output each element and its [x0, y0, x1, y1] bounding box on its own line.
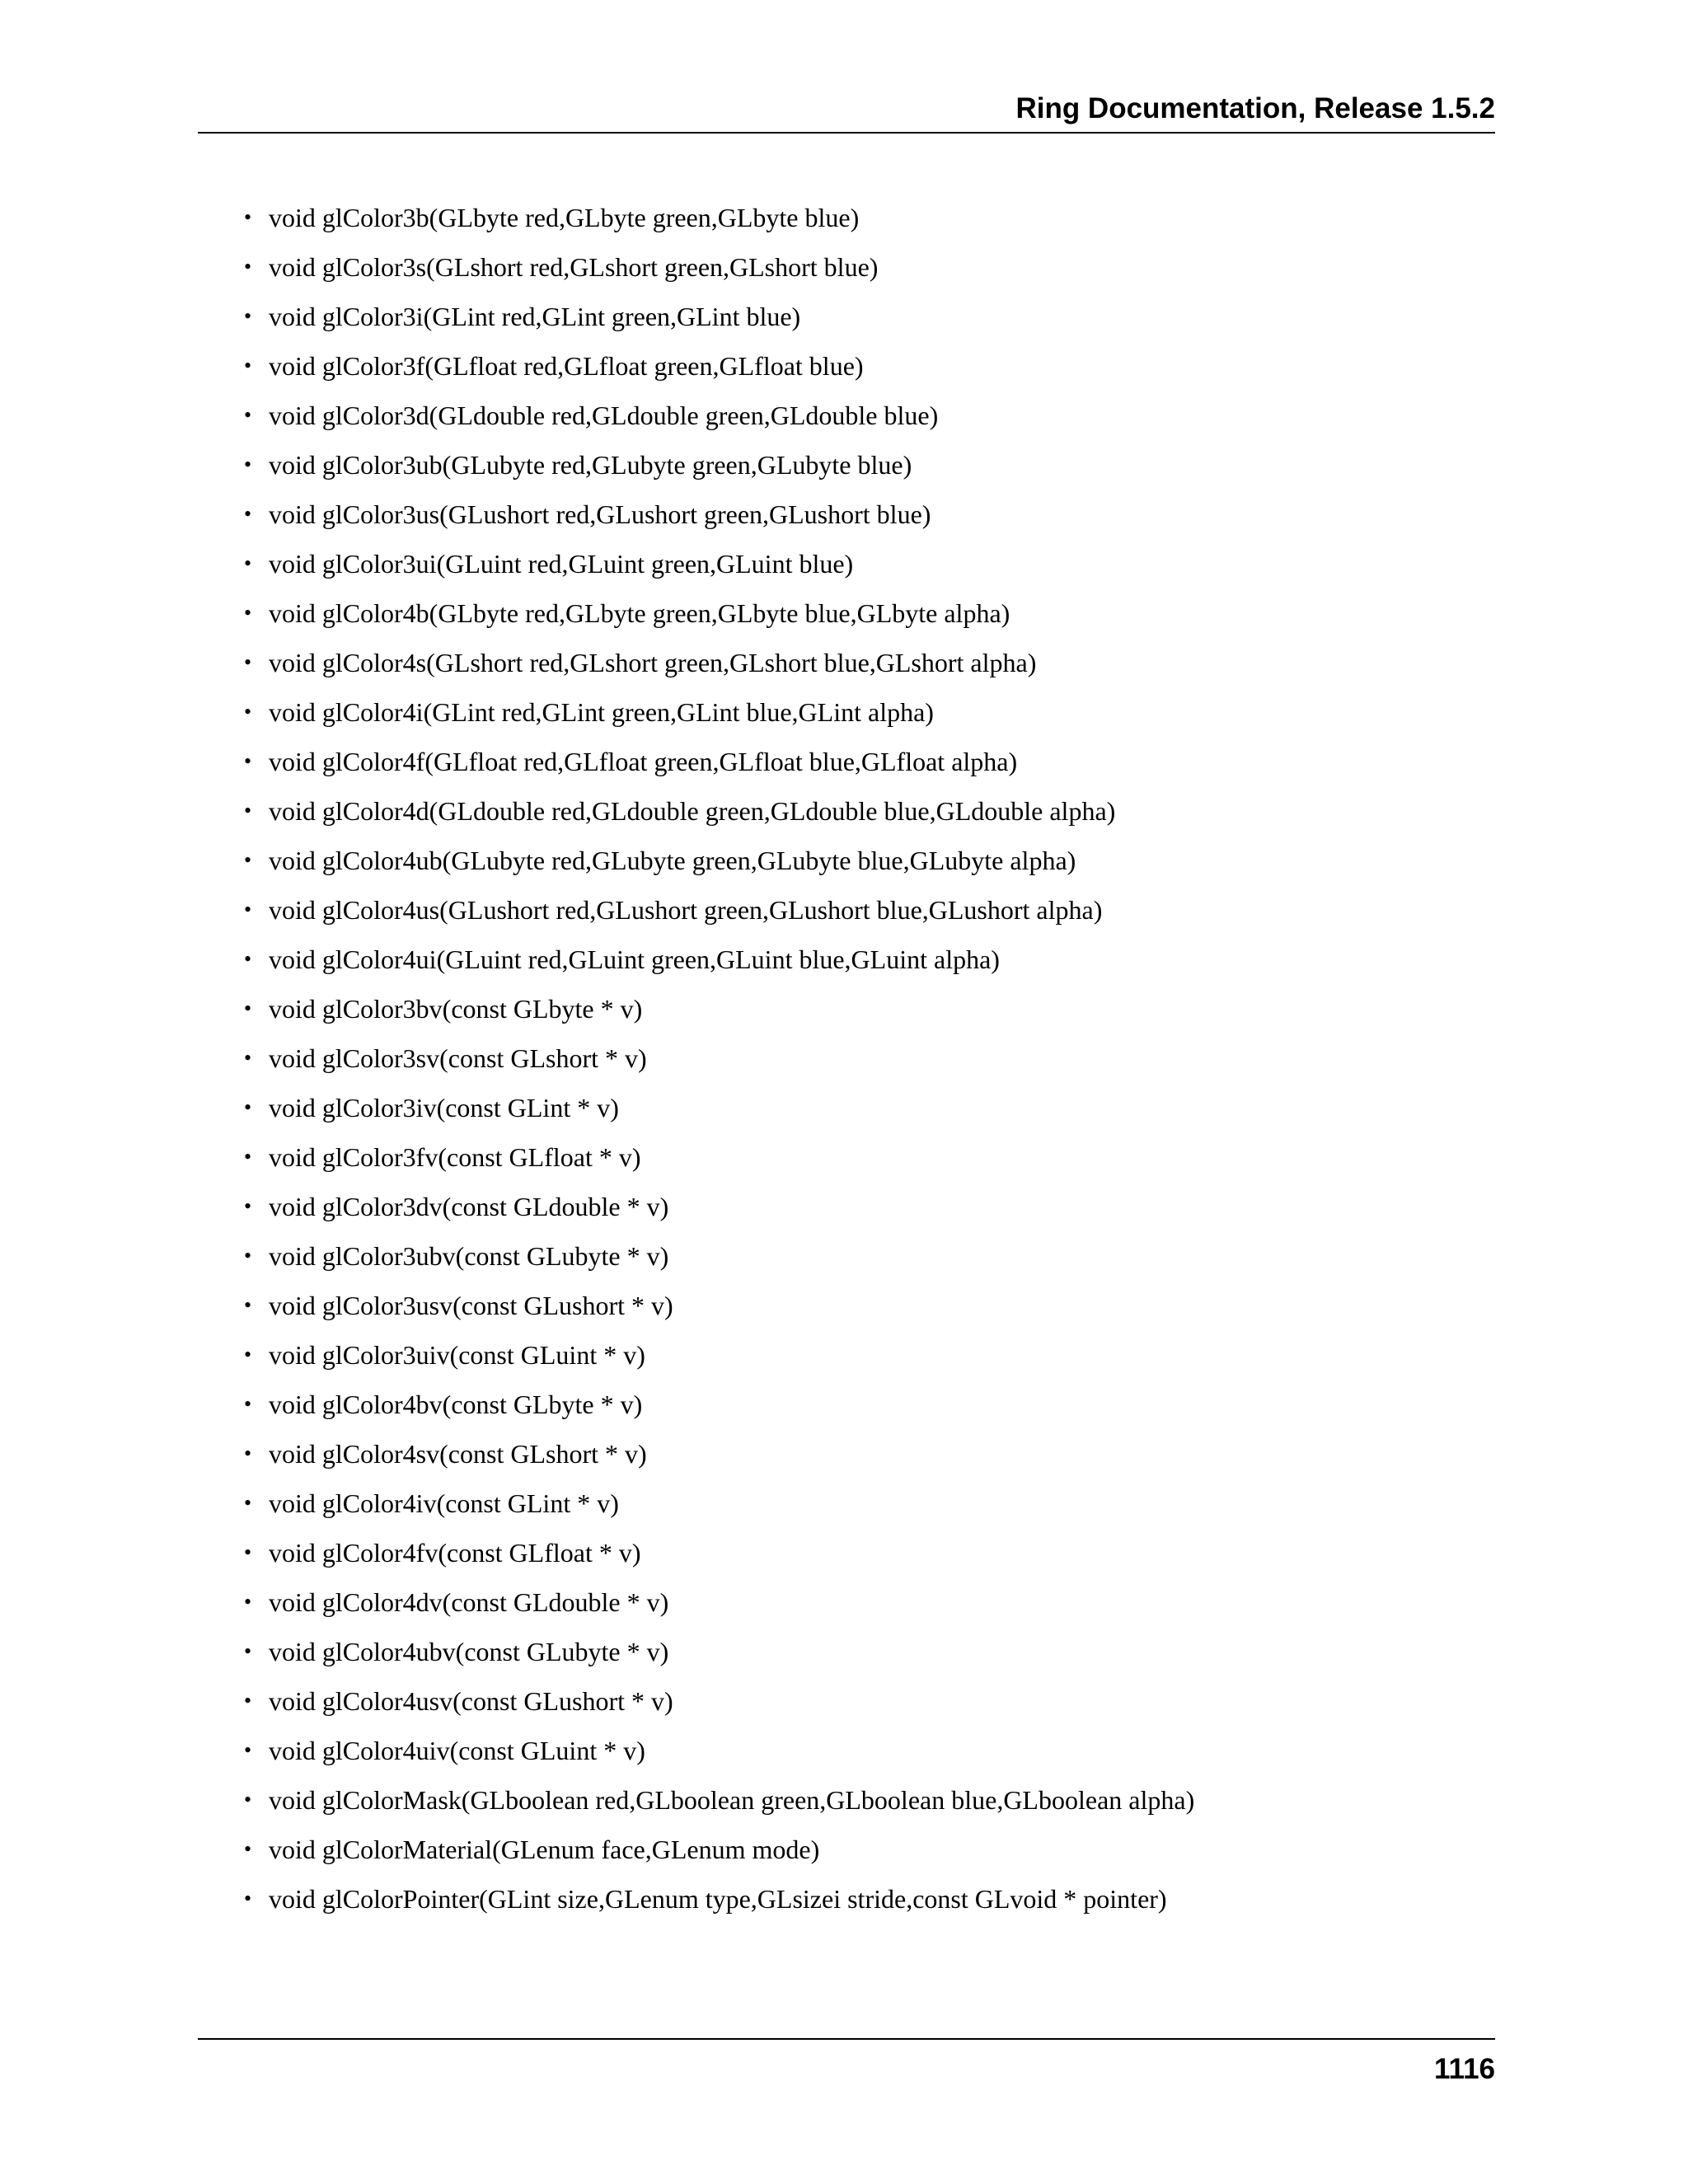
- function-signature: void glColor3s(GLshort red,GLshort green,GLshort blue): [269, 252, 879, 282]
- list-item: [244, 1884, 1194, 1933]
- bullet: •: [244, 1343, 252, 1366]
- function-signature: void glColor4usv(const GLushort * v): [269, 1686, 673, 1716]
- function-signature: void glColor3d(GLdouble red,GLdouble green,GLdouble blue): [269, 401, 939, 430]
- list-item: [244, 499, 1194, 549]
- bullet: •: [244, 403, 252, 427]
- list-item: [244, 747, 1194, 796]
- bullet: •: [244, 1590, 252, 1614]
- list-item: [244, 549, 1194, 598]
- bullet: •: [244, 700, 252, 724]
- bullet: •: [244, 1244, 252, 1268]
- bullet: •: [244, 1491, 252, 1515]
- bullet: •: [244, 452, 252, 476]
- list-item: [244, 895, 1194, 944]
- bullet: •: [244, 799, 252, 823]
- function-signature: void glColorMaterial(GLenum face,GLenum mode): [269, 1835, 820, 1864]
- list-item: [244, 1241, 1194, 1291]
- bullet: •: [244, 996, 252, 1020]
- function-signature: void glColor4s(GLshort red,GLshort green,GLshort blue,GLshort alpha): [269, 648, 1037, 677]
- list-item: [244, 1340, 1194, 1390]
- function-signature: void glColor4iv(const GLint * v): [269, 1488, 619, 1518]
- function-signature: void glColorPointer(GLint size,GLenum type,GLsizei stride,const GLvoid * pointer): [269, 1884, 1167, 1914]
- list-item: [244, 846, 1194, 895]
- list-item: [244, 1637, 1194, 1686]
- function-signature: void glColor4us(GLushort red,GLushort green,GLushort blue,GLushort alpha): [269, 895, 1103, 925]
- bullet: •: [244, 1145, 252, 1169]
- list-item: [244, 1538, 1194, 1587]
- bullet: •: [244, 1540, 252, 1564]
- function-signature: void glColor3b(GLbyte red,GLbyte green,GLbyte blue): [269, 203, 860, 232]
- bullet: •: [244, 898, 252, 921]
- function-signature: void glColor4bv(const GLbyte * v): [269, 1390, 643, 1419]
- bullet: •: [244, 601, 252, 625]
- list-item: [244, 252, 1194, 302]
- list-item: [244, 598, 1194, 648]
- list-item: [244, 1291, 1194, 1340]
- list-item: [244, 1686, 1194, 1736]
- list-item: [244, 1785, 1194, 1835]
- bullet: •: [244, 1441, 252, 1465]
- function-signature: void glColor3f(GLfloat red,GLfloat green,GLfloat blue): [269, 351, 864, 381]
- function-signature: void glColor3sv(const GLshort * v): [269, 1043, 647, 1073]
- function-signature: void glColorMask(GLboolean red,GLboolean green,GLboolean blue,GLboolean alpha): [269, 1785, 1195, 1815]
- function-list: [244, 203, 1194, 1933]
- function-signature: void glColor3iv(const GLint * v): [269, 1093, 619, 1122]
- function-signature: void glColor3usv(const GLushort * v): [269, 1291, 673, 1320]
- list-item: [244, 1093, 1194, 1142]
- list-item: [244, 1835, 1194, 1884]
- function-signature: void glColor4ubv(const GLubyte * v): [269, 1637, 669, 1666]
- list-item: [244, 1587, 1194, 1637]
- function-signature: void glColor3ui(GLuint red,GLuint green,GLuint blue): [269, 549, 854, 579]
- bullet: •: [244, 1293, 252, 1317]
- list-item: [244, 648, 1194, 697]
- function-signature: void glColor3ubv(const GLubyte * v): [269, 1241, 669, 1271]
- function-signature: void glColor3bv(const GLbyte * v): [269, 994, 643, 1024]
- function-signature: void glColor4i(GLint red,GLint green,GLint blue,GLint alpha): [269, 697, 934, 727]
- function-signature: void glColor3i(GLint red,GLint green,GLint blue): [269, 302, 801, 331]
- list-item: [244, 994, 1194, 1043]
- bullet: •: [244, 205, 252, 229]
- list-item: [244, 1043, 1194, 1093]
- bullet: •: [244, 1837, 252, 1861]
- list-item: [244, 203, 1194, 252]
- bullet: •: [244, 551, 252, 575]
- list-item: [244, 1390, 1194, 1439]
- bullet: •: [244, 1689, 252, 1713]
- bullet: •: [244, 1095, 252, 1119]
- list-item: [244, 1736, 1194, 1785]
- page-footer: [198, 2038, 1495, 2085]
- bullet: •: [244, 749, 252, 773]
- function-signature: void glColor4sv(const GLshort * v): [269, 1439, 647, 1469]
- function-signature: void glColor4ub(GLubyte red,GLubyte green,GLubyte blue,GLubyte alpha): [269, 846, 1076, 875]
- function-signature: void glColor4fv(const GLfloat * v): [269, 1538, 641, 1568]
- function-signature: void glColor4b(GLbyte red,GLbyte green,GLbyte blue,GLbyte alpha): [269, 598, 1010, 628]
- list-item: [244, 1439, 1194, 1488]
- bullet: •: [244, 650, 252, 674]
- bullet: •: [244, 1738, 252, 1762]
- list-item: [244, 450, 1194, 499]
- bullet: •: [244, 1392, 252, 1416]
- function-signature: void glColor3dv(const GLdouble * v): [269, 1192, 669, 1221]
- list-item: [244, 697, 1194, 747]
- bullet: •: [244, 947, 252, 971]
- bullet: •: [244, 848, 252, 872]
- bullet: •: [244, 502, 252, 526]
- bullet: •: [244, 1886, 252, 1910]
- bullet: •: [244, 255, 252, 279]
- bullet: •: [244, 1639, 252, 1663]
- list-item: [244, 944, 1194, 994]
- function-signature: void glColor4f(GLfloat red,GLfloat green,GLfloat blue,GLfloat alpha): [269, 747, 1018, 776]
- function-signature: void glColor3ub(GLubyte red,GLubyte green,GLubyte blue): [269, 450, 912, 480]
- document-title: Ring Documentation, Release 1.5.2: [1015, 92, 1495, 124]
- list-item: [244, 401, 1194, 450]
- list-item: [244, 302, 1194, 351]
- list-item: [244, 1142, 1194, 1192]
- function-signature: void glColor4dv(const GLdouble * v): [269, 1587, 669, 1617]
- bullet: •: [244, 1788, 252, 1811]
- function-signature: void glColor4d(GLdouble red,GLdouble green,GLdouble blue,GLdouble alpha): [269, 796, 1116, 826]
- page-header: [198, 89, 1495, 134]
- list-item: [244, 796, 1194, 846]
- bullet: •: [244, 304, 252, 328]
- bullet: •: [244, 354, 252, 377]
- list-item: [244, 1488, 1194, 1538]
- function-signature: void glColor3us(GLushort red,GLushort green,GLushort blue): [269, 499, 931, 529]
- list-item: [244, 351, 1194, 401]
- function-signature: void glColor3fv(const GLfloat * v): [269, 1142, 641, 1172]
- page-number: 1116: [1434, 2053, 1495, 2085]
- list-item: [244, 1192, 1194, 1241]
- bullet: •: [244, 1046, 252, 1070]
- function-signature: void glColor4uiv(const GLuint * v): [269, 1736, 645, 1765]
- function-signature: void glColor3uiv(const GLuint * v): [269, 1340, 645, 1370]
- function-signature: void glColor4ui(GLuint red,GLuint green,GLuint blue,GLuint alpha): [269, 944, 1000, 974]
- bullet: •: [244, 1194, 252, 1218]
